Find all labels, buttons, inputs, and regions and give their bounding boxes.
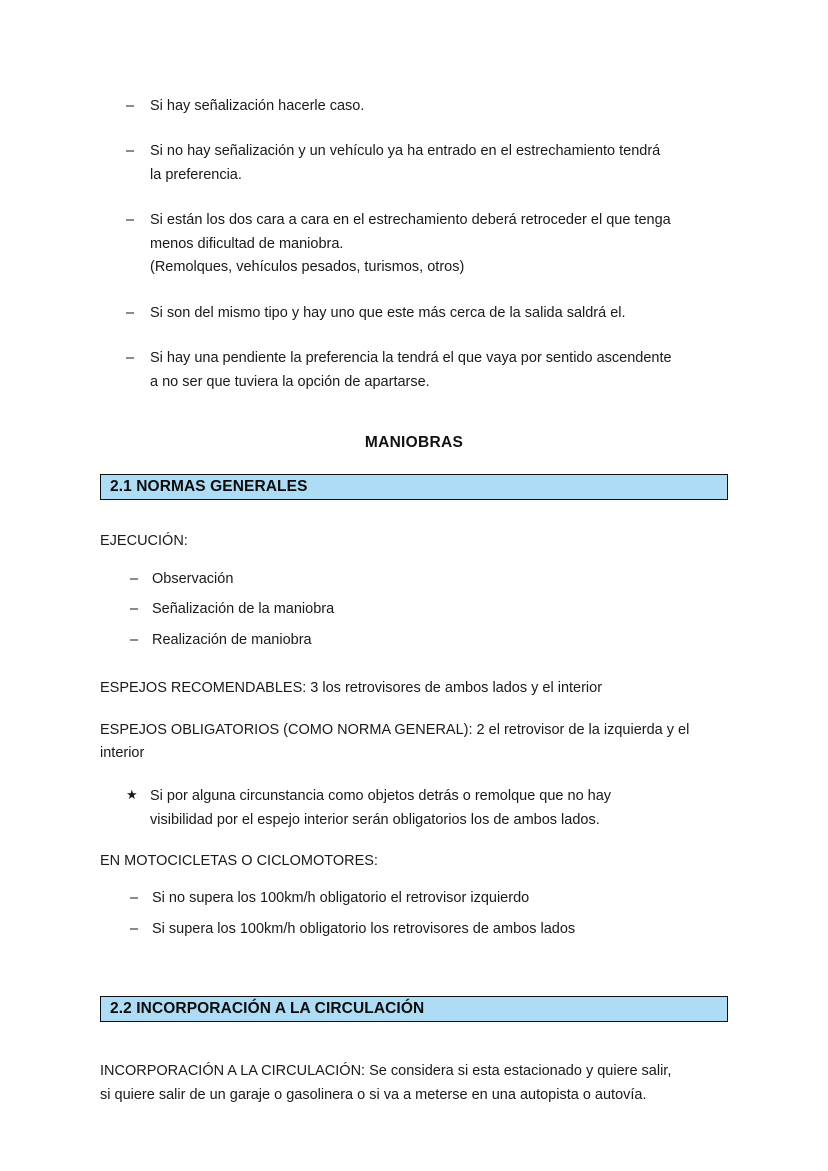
ejecucion-list bbox=[100, 568, 728, 652]
list-item-line: Si están los dos cara a cara en el estrechamiento deberá retroceder el que tenga bbox=[150, 212, 671, 229]
list-item-line: Si supera los 100km/h obligatorio los retrovisores de ambos lados bbox=[152, 920, 576, 937]
intro-dash-list bbox=[100, 95, 728, 394]
list-item-line: (Remolques, vehículos pesados, turismos, otros) bbox=[150, 259, 465, 276]
dash-marker: – bbox=[130, 920, 139, 937]
list-item bbox=[100, 784, 728, 832]
paragraph-line: si quiere salir de un garaje o gasolinera o si va a meterse en una autopista o autovía. bbox=[100, 1086, 647, 1103]
list-item-line: la preferencia. bbox=[150, 166, 242, 183]
section-heading-2-2 bbox=[100, 996, 728, 1022]
list-item-line: Si por alguna circunstancia como objetos detrás o remolque que no hay bbox=[150, 787, 612, 804]
list-item bbox=[100, 887, 728, 910]
espejos-recomendables-text: ESPEJOS RECOMENDABLES: 3 los retrovisores de ambos lados y el interior bbox=[100, 680, 603, 697]
document-content bbox=[100, 95, 728, 1107]
list-item-line: menos dificultad de maniobra. bbox=[150, 235, 344, 252]
ejecucion-label: EJECUCIÓN: bbox=[100, 533, 188, 550]
list-item-line: Si hay señalización hacerle caso. bbox=[150, 98, 365, 114]
dash-marker: – bbox=[130, 890, 139, 907]
list-item bbox=[100, 209, 728, 279]
motocicletas-label: EN MOTOCICLETAS O CICLOMOTORES: bbox=[100, 852, 378, 869]
list-item-line: Realización de maniobra bbox=[152, 631, 312, 648]
list-item bbox=[100, 918, 728, 941]
list-item bbox=[100, 629, 728, 652]
dash-marker: – bbox=[130, 631, 139, 648]
list-item-line: Señalización de la maniobra bbox=[152, 601, 335, 618]
list-item bbox=[100, 302, 728, 325]
dash-marker: – bbox=[130, 601, 139, 618]
paragraph-line: INCORPORACIÓN A LA CIRCULACIÓN: Se considera si esta estacionado y quiere salir, bbox=[100, 1063, 672, 1080]
dash-marker: – bbox=[126, 212, 135, 229]
dash-marker: – bbox=[130, 570, 139, 587]
list-item bbox=[100, 598, 728, 621]
list-item-line: Observación bbox=[152, 570, 234, 587]
list-item-line: Si son del mismo tipo y hay uno que este más cerca de la salida saldrá el. bbox=[150, 304, 626, 321]
dash-marker: – bbox=[126, 304, 135, 321]
list-item bbox=[100, 95, 728, 118]
list-item bbox=[100, 347, 728, 394]
list-item bbox=[100, 140, 728, 187]
star-icon: ★ bbox=[126, 786, 138, 802]
list-item-line: visibilidad por el espejo interior serán obligatorios los de ambos lados. bbox=[150, 811, 600, 828]
list-item-line: Si no hay señalización y un vehículo ya ha entrado en el estrechamiento tendrá bbox=[150, 143, 661, 160]
section-heading-label: 2.2 INCORPORACIÓN A LA CIRCULACIÓN bbox=[110, 1000, 425, 1018]
dash-marker: – bbox=[126, 98, 135, 114]
paragraph-line: interior bbox=[100, 745, 145, 762]
list-item-line: Si hay una pendiente la preferencia la tendrá el que vaya por sentido ascendente bbox=[150, 350, 672, 367]
paragraph-line: ESPEJOS OBLIGATORIOS (COMO NORMA GENERAL): 2 el retrovisor de la izquierda y el bbox=[100, 721, 690, 738]
section-heading-2-1 bbox=[100, 474, 728, 500]
dash-marker: – bbox=[126, 350, 135, 367]
motocicletas-list bbox=[100, 887, 728, 941]
list-item-line: a no ser que tuviera la opción de apartarse. bbox=[150, 373, 430, 390]
section-heading-label: 2.1 NORMAS GENERALES bbox=[110, 478, 308, 496]
list-item bbox=[100, 568, 728, 591]
page-title: MANIOBRAS bbox=[364, 434, 464, 452]
incorporacion-paragraph bbox=[100, 1060, 728, 1107]
list-item-line: Si no supera los 100km/h obligatorio el retrovisor izquierdo bbox=[152, 890, 530, 907]
dash-marker: – bbox=[126, 143, 135, 160]
espejos-obligatorios-text bbox=[100, 719, 728, 766]
star-note-list bbox=[100, 784, 728, 832]
